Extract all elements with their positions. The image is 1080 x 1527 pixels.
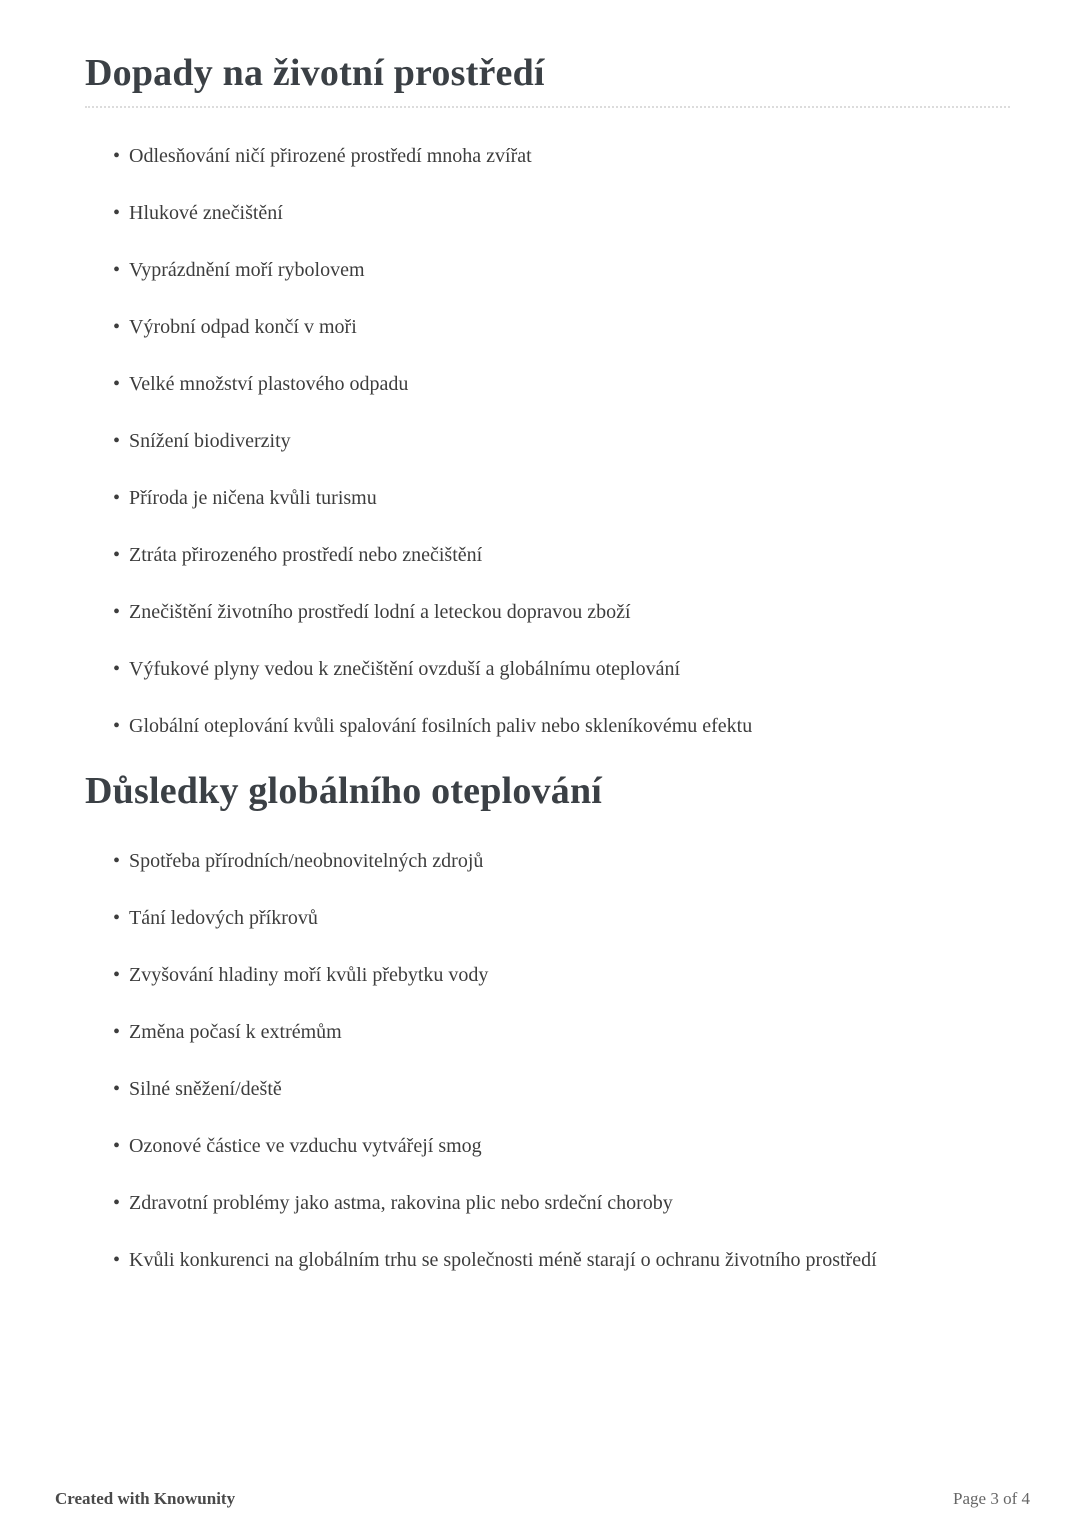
list-item: • Spotřeba přírodních/neobnovitelných zdrojů <box>113 845 1010 877</box>
section-title-environment-impacts: Dopady na životní prostředí <box>85 52 1010 108</box>
list-item: • Zdravotní problémy jako astma, rakovina plic nebo srdeční choroby <box>113 1187 1010 1219</box>
page-number: Page 3 of 4 <box>953 1489 1030 1508</box>
bullet-list-global-warming-consequences <box>85 845 1010 1276</box>
list-item: • Odlesňování ničí přirozené prostředí mnoha zvířat <box>113 140 1010 172</box>
list-item: • Silné sněžení/deště <box>113 1073 1010 1105</box>
list-item: • Znečištění životního prostředí lodní a leteckou dopravou zboží <box>113 596 1010 628</box>
list-item: • Zvyšování hladiny moří kvůli přebytku vody <box>113 959 1010 991</box>
list-item: • Snížení biodiverzity <box>113 425 1010 457</box>
list-item: • Ztráta přirozeného prostředí nebo znečištění <box>113 539 1010 571</box>
list-item: • Příroda je ničena kvůli turismu <box>113 482 1010 514</box>
list-item: • Tání ledových příkrovů <box>113 902 1010 934</box>
list-item: • Ozonové částice ve vzduchu vytvářejí smog <box>113 1130 1010 1162</box>
created-with-credit: Created with Knowunity <box>55 1489 236 1508</box>
list-item: • Výrobní odpad končí v moři <box>113 311 1010 343</box>
section-global-warming-consequences <box>85 770 1010 1277</box>
list-item: • Změna počasí k extrémům <box>113 1016 1010 1048</box>
page-footer <box>55 1489 1030 1509</box>
list-item: • Kvůli konkurenci na globálním trhu se společnosti méně starají o ochranu životního prostředí <box>113 1244 1010 1276</box>
section-environment-impacts <box>85 52 1010 742</box>
list-item: • Velké množství plastového odpadu <box>113 368 1010 400</box>
bullet-list-environment-impacts <box>85 140 1010 742</box>
list-item: • Hlukové znečištění <box>113 197 1010 229</box>
list-item: • Globální oteplování kvůli spalování fosilních paliv nebo skleníkovému efektu <box>113 710 1010 742</box>
section-title-global-warming-consequences: Důsledky globálního oteplování <box>85 769 603 812</box>
list-item: • Výfukové plyny vedou k znečištění ovzduší a globálnímu oteplování <box>113 653 1010 685</box>
list-item: • Vyprázdnění moří rybolovem <box>113 254 1010 286</box>
